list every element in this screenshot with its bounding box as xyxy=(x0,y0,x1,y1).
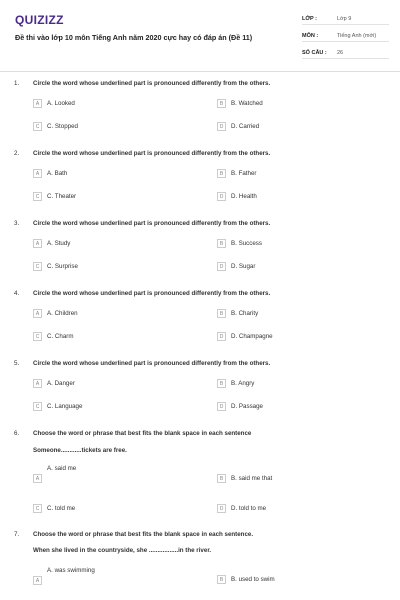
option-b[interactable] xyxy=(217,575,275,584)
question-text: Choose the word or phrase that best fits the blank space in each sentence xyxy=(33,430,252,437)
letter-box: D xyxy=(217,192,226,201)
option-text: C. Theater xyxy=(47,193,77,200)
option-d[interactable] xyxy=(217,192,257,201)
letter-box: C xyxy=(33,262,42,271)
option-text: C. Surprise xyxy=(47,263,78,270)
option-c[interactable] xyxy=(33,332,73,341)
letter-box: A xyxy=(33,379,42,388)
option-text: C. Stopped xyxy=(47,123,78,130)
quizizz-logo: QUIZIZZ xyxy=(15,13,64,27)
option-text: A. said me xyxy=(47,465,77,472)
question-prompt: When she lived in the countryside, she .................in the river. xyxy=(33,547,212,554)
option-text: A. Looked xyxy=(47,100,75,107)
meta-value: Lớp 9 xyxy=(337,16,352,22)
letter-box: C xyxy=(33,402,42,411)
option-text: C. Language xyxy=(47,403,83,410)
option-c[interactable] xyxy=(33,192,76,201)
question-text: Circle the word whose underlined part is pronounced differently from the others. xyxy=(33,290,271,297)
question-number: 6. xyxy=(14,430,20,437)
question-number: 3. xyxy=(14,220,20,227)
meta-value: Tiếng Anh (mới) xyxy=(337,33,377,39)
letter-box: C xyxy=(33,332,42,341)
question-text: Circle the word whose underlined part is pronounced differently from the others. xyxy=(33,80,271,87)
option-text: B. Success xyxy=(231,240,262,247)
letter-box: D xyxy=(217,504,226,513)
option-text: B. Father xyxy=(231,170,257,177)
worksheet-meta xyxy=(302,14,389,65)
letter-box: C xyxy=(33,504,42,513)
letter-box: A xyxy=(33,576,42,585)
question-number: 7. xyxy=(14,531,20,538)
letter-box: D xyxy=(217,332,226,341)
option-d[interactable] xyxy=(217,262,255,271)
letter-box: B xyxy=(217,379,226,388)
header-divider xyxy=(0,71,400,72)
meta-value: 26 xyxy=(337,50,344,56)
option-text: B. Watched xyxy=(231,100,263,107)
option-text: B. Angry xyxy=(231,380,255,387)
letter-box: B xyxy=(217,169,226,178)
letter-box: A xyxy=(33,309,42,318)
option-d[interactable] xyxy=(217,402,263,411)
option-d[interactable] xyxy=(217,504,266,513)
option-a[interactable] xyxy=(33,169,67,178)
option-text: A. was swimming xyxy=(47,567,95,574)
letter-box: A xyxy=(33,99,42,108)
option-text: A. Children xyxy=(47,310,78,317)
option-text: C. Charm xyxy=(47,333,74,340)
letter-box: B xyxy=(217,474,226,483)
option-text: D. told to me xyxy=(231,505,267,512)
question-text: Circle the word whose underlined part is pronounced differently from the others. xyxy=(33,220,271,227)
option-text: D. Champagne xyxy=(231,333,273,340)
letter-box: A xyxy=(33,474,42,483)
option-text: A. Study xyxy=(47,240,71,247)
letter-box: B xyxy=(217,309,226,318)
option-a[interactable] xyxy=(33,99,75,108)
option-text: D. Health xyxy=(231,193,257,200)
option-text: B. used to swim xyxy=(231,576,275,583)
option-d[interactable] xyxy=(217,122,259,131)
option-b[interactable] xyxy=(217,169,256,178)
option-a[interactable] xyxy=(33,309,78,318)
option-b[interactable] xyxy=(217,99,263,108)
option-b[interactable] xyxy=(217,379,254,388)
option-text: D. Passage xyxy=(231,403,263,410)
letter-box: A xyxy=(33,239,42,248)
question-prompt: Someone............tickets are free. xyxy=(33,447,127,454)
option-text: C. told me xyxy=(47,505,76,512)
option-text: D. Sugar xyxy=(231,263,256,270)
letter-box: D xyxy=(217,122,226,131)
letter-box: C xyxy=(33,192,42,201)
meta-row-subject xyxy=(302,31,389,42)
option-c[interactable] xyxy=(33,402,82,411)
meta-row-class xyxy=(302,14,389,25)
meta-key: SỐ CÂU : xyxy=(302,50,327,56)
question-text: Circle the word whose underlined part is pronounced differently from the others. xyxy=(33,150,271,157)
question-number: 2. xyxy=(14,150,20,157)
letter-box: A xyxy=(33,169,42,178)
letter-box: B xyxy=(217,575,226,584)
option-a[interactable] xyxy=(33,379,75,388)
question-number: 1. xyxy=(14,80,20,87)
option-c[interactable] xyxy=(33,262,78,271)
option-a[interactable] xyxy=(33,239,70,248)
option-text: B. Charity xyxy=(231,310,259,317)
option-text: B. said me that xyxy=(231,475,273,482)
letter-box: B xyxy=(217,99,226,108)
letter-box: B xyxy=(217,239,226,248)
letter-box: D xyxy=(217,402,226,411)
option-text: D. Carried xyxy=(231,123,260,130)
option-d[interactable] xyxy=(217,332,273,341)
worksheet-title: Đề thi vào lớp 10 môn Tiếng Anh năm 2020 cực hay có đáp án (Đề 11) xyxy=(15,33,253,42)
meta-key: MÔN : xyxy=(302,33,319,39)
letter-box: D xyxy=(217,262,226,271)
question-number: 5. xyxy=(14,360,20,367)
question-text: Choose the word or phrase that best fits the blank space in each sentence. xyxy=(33,531,254,538)
option-text: A. Bath xyxy=(47,170,68,177)
worksheet-header xyxy=(0,0,400,70)
option-b[interactable] xyxy=(217,239,262,248)
meta-key: LỚP : xyxy=(302,16,317,22)
option-c[interactable] xyxy=(33,122,78,131)
question-number: 4. xyxy=(14,290,20,297)
option-text: A. Danger xyxy=(47,380,75,387)
letter-box: C xyxy=(33,122,42,131)
option-b[interactable] xyxy=(217,309,258,318)
option-b[interactable] xyxy=(217,474,272,483)
question-text: Circle the word whose underlined part is pronounced differently from the others. xyxy=(33,360,271,367)
meta-row-count xyxy=(302,48,389,59)
option-c[interactable] xyxy=(33,504,75,513)
